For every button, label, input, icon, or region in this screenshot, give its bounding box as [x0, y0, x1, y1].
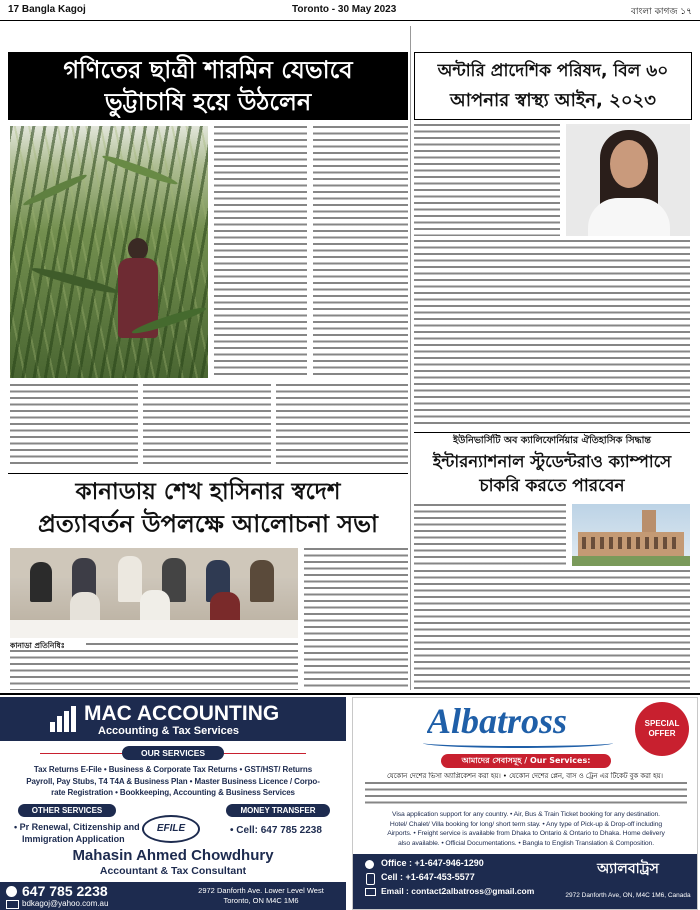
email-icon: [6, 900, 19, 909]
bar: [64, 711, 69, 732]
mac-brand: MAC ACCOUNTING: [84, 702, 280, 725]
headline-line: আপনার স্বাস্থ্য আইন, ২০২৩: [450, 90, 656, 111]
corn-article-body: [143, 384, 271, 468]
corn-article-body: [276, 384, 408, 468]
other-service-line: Immigration Application: [22, 834, 125, 844]
headline-line: কানাডায় শেখ হাসিনার স্বদেশ: [75, 479, 341, 505]
portrait-top: [588, 198, 670, 236]
badge-text: SPECIAL OFFER: [644, 719, 680, 738]
corn-stalks: [10, 126, 208, 378]
mac-tagline: Accounting & Tax Services: [98, 725, 240, 737]
page-label: 17 Bangla Kagoj: [8, 4, 86, 15]
albatross-brand-block: [561, 856, 695, 908]
phone-icon: [6, 886, 17, 897]
minister-portrait: [566, 124, 690, 236]
meeting-table: [10, 620, 298, 638]
corn-field-photo: [10, 126, 208, 378]
albatross-logo: Albatross: [427, 701, 568, 741]
corn-article-body: [214, 126, 307, 378]
headline-line: ইন্টারন্যাশনাল স্টুডেন্টরাও ক্যাম্পাসে: [432, 452, 672, 471]
hasina-article-headline: [8, 473, 408, 544]
bar-chart-icon: [50, 706, 76, 732]
dateline: Toronto - 30 May 2023: [292, 4, 397, 15]
mac-services-list: [0, 764, 346, 799]
address-line: Toronto, ON M4C 1M6: [223, 895, 299, 905]
albatross-email[interactable]: Email : contact2albatross@gmail.com: [381, 886, 535, 896]
farmer-head: [128, 238, 148, 260]
bill-article-body: [414, 124, 560, 236]
headline-line: গণিতের ছাত্রী শারমিন যেভাবে: [63, 56, 353, 84]
discussion-meeting-photo: [10, 548, 298, 638]
mobile-icon: [366, 873, 375, 885]
service-line: Tax Returns E-File • Business & Corporate Tax Returns • GST/HST/ Returns: [33, 765, 313, 774]
bar: [71, 706, 76, 732]
efile-logo-text: EFILE: [156, 823, 186, 834]
albatross-office[interactable]: Office : +1-647-946-1290: [381, 858, 484, 868]
albatross-bangla-brand: অ্যালবাট্রস: [597, 861, 659, 877]
special-offer-badge: [635, 702, 689, 756]
mac-phone[interactable]: 647 785 2238: [22, 883, 108, 899]
mac-address: [186, 886, 336, 905]
logo-swoosh: [423, 738, 613, 748]
bar: [57, 716, 62, 732]
english-service-line: Visa application support for any country. • Air, Bus & Train Ticket booking for any destination.: [392, 811, 660, 818]
service-line: Payroll, Pay Stubs, T4 T4A & Business Plan • Master Business Licence / Corpo-: [26, 776, 320, 786]
caption-lead: কানাডা প্রতিনিধিঃ: [10, 641, 65, 650]
corn-article-headline: [8, 52, 408, 120]
mac-accounting-ad[interactable]: [0, 697, 346, 910]
person-figure: [118, 556, 142, 602]
bangla-page-label: বাংলা কাগজ ১৭: [630, 7, 692, 17]
consultant-title: Accountant & Tax Consultant: [99, 865, 247, 877]
other-service-line: • Pr Renewal, Citizenship and: [14, 822, 140, 832]
our-services-label: OUR SERVICES: [122, 746, 224, 760]
bangla-service-line: যেকোন দেশের ভিসা অ্যাপ্লিকেশন করা হয়। • যেকোন দেশের প্লেন, বাস ও ট্রেন এর টিকেট বুক করা হয়।: [387, 772, 663, 780]
hasina-article-body: [304, 548, 408, 690]
uc-article-body: [414, 570, 690, 690]
mac-email[interactable]: bdkagoj@yahoo.com.au: [22, 899, 109, 908]
person-figure: [30, 562, 52, 602]
bill-article-body: [414, 240, 690, 428]
consultant-name: Mahasin Ahmed Chowdhury: [72, 847, 274, 864]
uc-article-body: [414, 504, 566, 566]
campus-building-photo: [572, 504, 690, 566]
bangla-services-body: [365, 782, 687, 808]
phone-icon: [365, 860, 374, 869]
building-windows: [582, 537, 680, 549]
headline-line: চাকরি করতে পারবেন: [479, 476, 625, 496]
bar: [50, 722, 55, 732]
corn-article-body: [10, 384, 138, 468]
hasina-caption-body: [86, 643, 298, 649]
albatross-address: 2972 Danforth Ave, ON, M4C 1M6, Canada: [565, 892, 691, 899]
efile-logo: [142, 815, 200, 843]
headline-line: অন্টারি প্রাদেশিক পরিষদ, বিল ৬০: [437, 61, 669, 81]
hasina-caption-body: [10, 650, 298, 690]
albatross-services-label: আমাদের সেবাসমূহ / Our Services:: [441, 754, 611, 768]
headline-kicker: ইউনিভার্সিটি অব ক্যালিফোর্নিয়ার ঐতিহাসিক সিদ্ধান্ত: [453, 435, 651, 446]
albatross-ad[interactable]: [352, 697, 698, 910]
english-service-line: Hotel/ Chalet/ Villa booking for long/ short term stay. • Any type of Pick-up & Drop-off including: [389, 820, 663, 828]
bill-article-headline: [414, 52, 692, 120]
address-line: 2972 Danforth Ave. Lower Level West: [198, 886, 324, 895]
albatross-cell[interactable]: Cell : +1-647-453-5577: [381, 872, 475, 882]
english-services-list: [353, 810, 698, 848]
column-divider: [410, 26, 411, 690]
other-services-label: OTHER SERVICES: [18, 804, 116, 817]
uc-article-headline: [414, 432, 690, 501]
person-figure: [250, 560, 274, 602]
english-service-line: also available. • Official Documentations. • Bangla to English Translation & Composition.: [397, 839, 655, 847]
corn-article-body: [313, 126, 408, 378]
headline-line: প্রত্যাবর্তন উপলক্ষে আলোচনা সভা: [38, 510, 378, 538]
ads-divider: [0, 693, 700, 695]
english-service-line: Airports. • Freight service is available from Dhaka to Ontario & Ontario to Dhaka. Home delivery: [387, 830, 665, 837]
headline-line: ভুট্টাচাষি হয়ে উঠলেন: [104, 88, 312, 116]
page-header: [0, 0, 700, 21]
money-transfer-label: MONEY TRANSFER: [226, 804, 330, 817]
lawn: [572, 556, 690, 566]
portrait-face: [610, 140, 648, 188]
service-line: rate Registration • Bookkeeping, Accounting & Business Services: [51, 788, 295, 797]
email-icon: [365, 888, 376, 896]
money-transfer-cell[interactable]: • Cell: 647 785 2238: [230, 825, 322, 836]
